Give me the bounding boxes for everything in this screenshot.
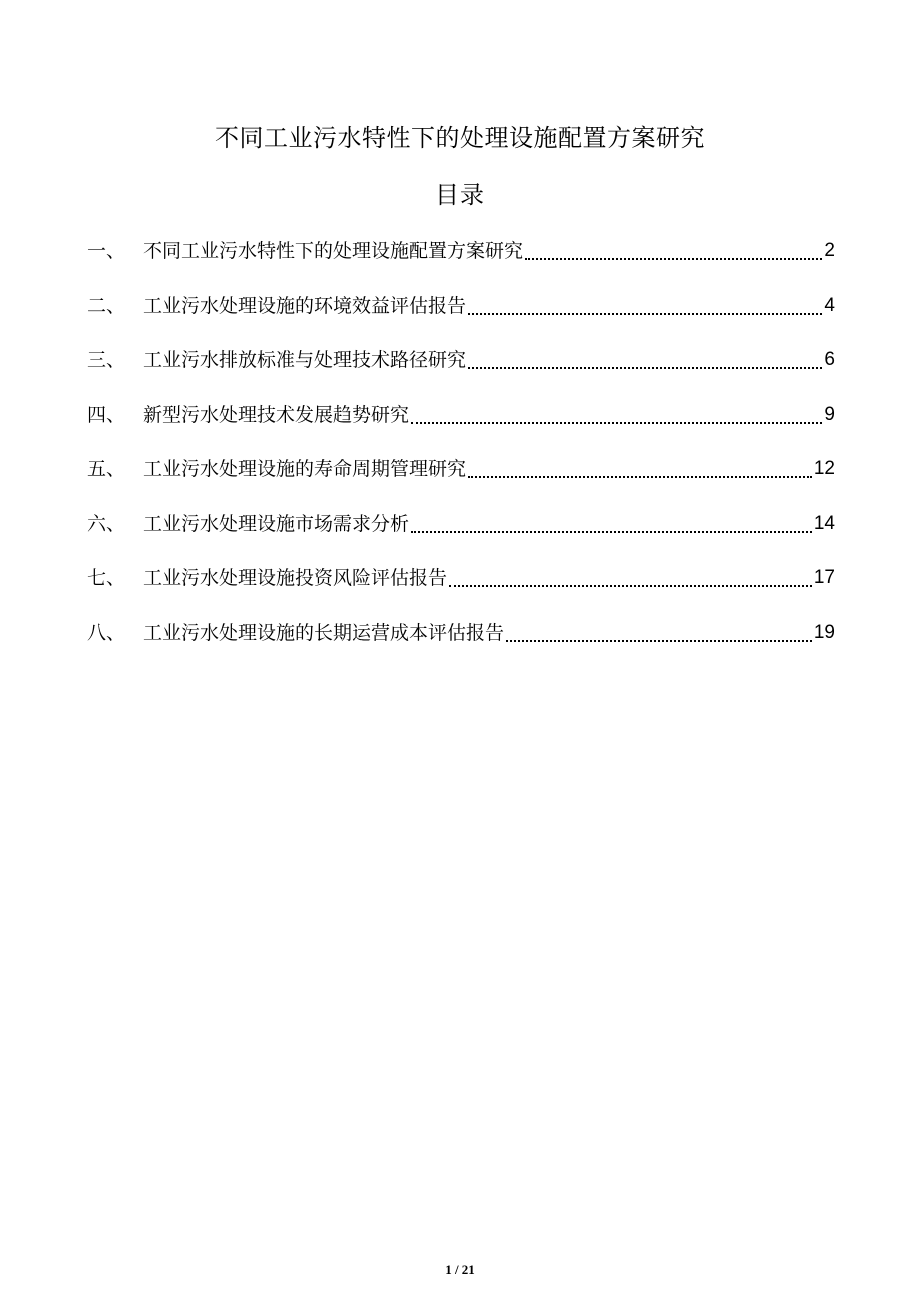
toc-entry-number: 三、	[87, 349, 126, 371]
toc-entry-page: 6	[824, 349, 835, 370]
document-title: 不同工业污水特性下的处理设施配置方案研究	[215, 124, 705, 152]
toc-entry[interactable]	[87, 453, 835, 485]
toc-dot-leader	[504, 617, 814, 649]
page-number-indicator: 1 / 21	[445, 1262, 475, 1277]
toc-entry[interactable]	[87, 344, 835, 376]
toc-dot-leader	[466, 453, 814, 485]
toc-entry-title: 工业污水排放标准与处理技术路径研究	[143, 349, 467, 371]
toc-entry-number: 六、	[87, 512, 126, 535]
toc-entry[interactable]	[87, 508, 835, 540]
toc-entry-title: 不同工业污水特性下的处理设施配置方案研究	[143, 240, 524, 262]
toc-entry-number: 七、	[87, 567, 126, 589]
toc-entry[interactable]	[87, 617, 835, 649]
toc-entry-number: 五、	[87, 458, 126, 480]
toc-dot-leader	[523, 235, 824, 267]
table-of-contents	[87, 235, 835, 671]
toc-entry-page: 19	[813, 621, 835, 643]
toc-dot-leader	[466, 290, 824, 322]
toc-entry-number: 四、	[87, 403, 126, 426]
toc-entry-page: 4	[824, 294, 835, 316]
toc-entry-number: 八、	[87, 621, 126, 644]
toc-entry-title: 工业污水处理设施投资风险评估报告	[143, 567, 448, 589]
toc-dot-leader	[409, 508, 814, 540]
toc-entry-page: 9	[824, 403, 835, 425]
toc-entry[interactable]	[87, 290, 835, 322]
toc-entry-title: 新型污水处理技术发展趋势研究	[143, 403, 410, 426]
toc-heading: 目录	[435, 181, 485, 209]
toc-entry-page: 2	[824, 240, 835, 261]
toc-dot-leader	[447, 562, 814, 594]
toc-entry[interactable]	[87, 235, 835, 267]
toc-entry-page: 12	[813, 458, 835, 479]
toc-entry-title: 工业污水处理设施市场需求分析	[143, 512, 410, 535]
toc-entry[interactable]	[87, 562, 835, 594]
toc-entry-page: 17	[813, 567, 835, 588]
toc-entry[interactable]	[87, 399, 835, 431]
toc-dot-leader	[409, 399, 824, 431]
toc-entry-page: 14	[813, 512, 835, 534]
toc-entry-number: 一、	[87, 240, 126, 262]
toc-entry-number: 二、	[87, 294, 126, 317]
toc-dot-leader	[466, 344, 824, 376]
toc-entry-title: 工业污水处理设施的环境效益评估报告	[143, 294, 467, 317]
toc-entry-title: 工业污水处理设施的寿命周期管理研究	[143, 458, 467, 480]
toc-entry-title: 工业污水处理设施的长期运营成本评估报告	[143, 621, 505, 644]
